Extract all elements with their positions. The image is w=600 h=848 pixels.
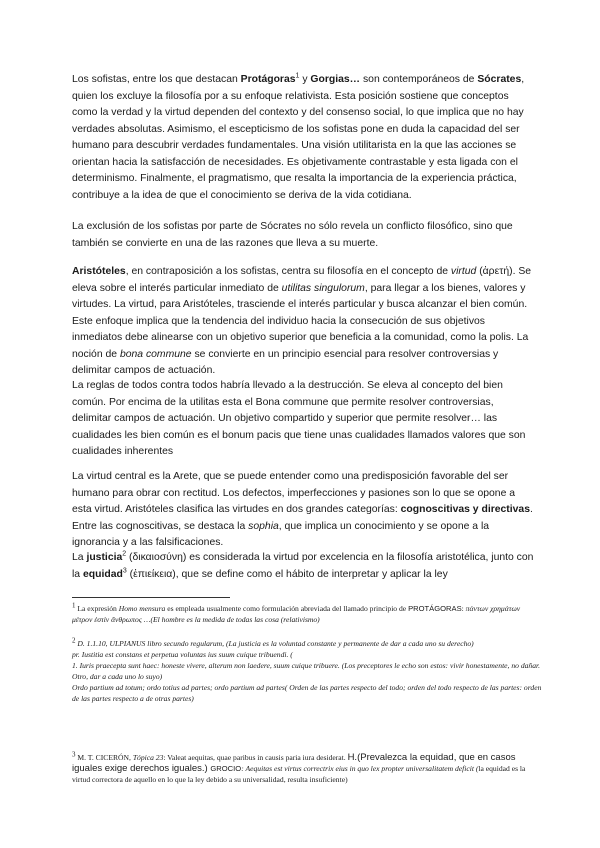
- footnote-ref-2[interactable]: 2: [122, 550, 127, 558]
- footnote-1: $^1$ La expresión Homo mensura es empleada usualmente como formulación abreviada del llamado principio de PROTÁGORAS: πάντων χρημάτων μέτρον ἐστὶν ἄνθρωπος …(El hombre es la medida de todas las cosa (relativismo): [72, 601, 521, 624]
- term-cognoscitivas-directivas: cognoscitivas y directivas: [400, 504, 530, 515]
- footnote-2: $^2$ D. 1.1.10, ULPIANUS libro secundo regularum, (La justicia es la voluntad constante y permanente de dar a cada uno su derecho) pr. Iustitia est constans et perpetua voluntas ius suum cuique tribuendi. ( 1. Iuris praecepta sunt haec: honeste vivere, alterum non laedere, suum cuique tribuere. (Los preceptores le echo son estos: vivir honestamente, no dañar. Otro, dar a cada uno lo suyo) Ordo partium ad totum; ordo totius ad partes; ordo partium ad partes( Orden de las partes respecto del todo; orden del todo respecto de las partes: orden de las partes respecto a de otras partes): [72, 636, 542, 703]
- term-equidad: equidad: [82, 568, 123, 580]
- term-gorgias: Gorgias…: [310, 74, 361, 85]
- paragraph-exclusion: La exclusión de los sofistas por parte de Sócrates no sólo revela un conflicto filosófico, sino que también se convierte en una de las razones que lleva a su muerte.: [72, 221, 513, 249]
- paragraph-arete: La virtud central es la Arete, que se puede entender como una predisposición favorable del ser humano para obrar con rectitud. Los defectos, imperfecciones y pasiones son lo que se opone a esta virtud. Aristóteles clasifica las virtudes en dos grandes categorías: cognoscitivas y directivas. Entre las cognoscitivas, se destaca la sophia, que implica un conocimiento y se opone a la ignorancia y a las falsificaciones.: [72, 471, 533, 548]
- term-sophia: sophia: [248, 520, 279, 532]
- term-utilitas: utilitas singulorum: [281, 282, 365, 294]
- paragraph-aristoteles: Aristóteles, en contraposición a los sofistas, centra su filosofía en el concepto de virtud (ἀρετή). Se eleva sobre el interés particular inmediato de utilitas singulorum, para llegar a los bienes, valores y virtudes. La virtud, para Aristóteles, trasciende el interés particular y busca alcanzar el bien común. Este enfoque implica que la tendencia del individuo hacia la consecución de sus objetivos inmediatos debe alinearse con un objetivo superior que beneficia a la comunidad, como la polis. La noción de bona commune se convierte en un principio esencial para resolver controversias y delimitar campos de actuación.: [72, 266, 532, 376]
- footnote-3: $^3$ M. T. CICERÓN, Tópica 23: Valeat aequitas, quae paribus in causis paria iura desiderat. H.(Prevalezca la equidad, que en casos iguales exige derechos iguales.) GROCIO: Aequitas est virtus correctrix eius in quo lex propter universalitatem deficit (la equidad es la virtud correctora de aquello en lo que la ley debido a su universalidad, resulta insuficiente): [72, 750, 526, 784]
- footnote-ref-3[interactable]: 3: [122, 567, 127, 575]
- term-virtud: virtud: [450, 266, 477, 277]
- footnote-ref-1[interactable]: 1: [295, 72, 300, 80]
- footnote-separator: [72, 597, 230, 598]
- term-bona-commune: bona commune: [119, 348, 192, 360]
- paragraph-bien-comun: La reglas de todos contra todos habría llevado a la destrucción. Se eleva al concepto del bien común. Por encima de la utilitas esta el Bona commune que permite resolver controversias, delimitar campos de actuación. Un objetivo compartido y superior que permite resolver… las cualidades les bien común es el bonum pacis que tiene unas cualidades llamados valores que son cualidades inherentes: [72, 380, 526, 457]
- paragraph-justicia: La justicia$^2$ (δικαιοσύνη) es considerada la virtud por excelencia en la filosofía aristotélica, junto con la equidad$^3$ (ἐπιείκεια), que se define como el hábito de interpretar y aplicar la ley: [72, 550, 534, 580]
- term-socrates: Sócrates: [477, 74, 522, 85]
- term-protagoras: Protágoras: [240, 74, 296, 85]
- paragraph-sofistas: Los sofistas, entre los que destacan Protágoras$^1$ y Gorgias… son contemporáneos de Sócrates, quien los excluye la filosofía por a su enfoque relativista. Esta posición sostiene que conceptos como la verdad y la virtud dependen del contexto y del consenso social, lo que implica que no hay verdades absolutas. Asimismo, el escepticismo de los sofistas pone en duda la capacidad del ser humano para descubrir verdades fundamentales. Una visión utilitarista en la que las acciones se orientan hacia la satisfacción de necesidades. Es objetivamente contrastable y esta ligada con el determinismo. Finalmente, el pragmatismo, que resalta la importancia de la experiencia práctica, contribuye a la idea de que el conocimiento se deriva de la vida cotidiana.: [72, 72, 525, 201]
- term-aristoteles: Aristóteles: [72, 266, 126, 277]
- term-justicia: justicia: [86, 552, 123, 563]
